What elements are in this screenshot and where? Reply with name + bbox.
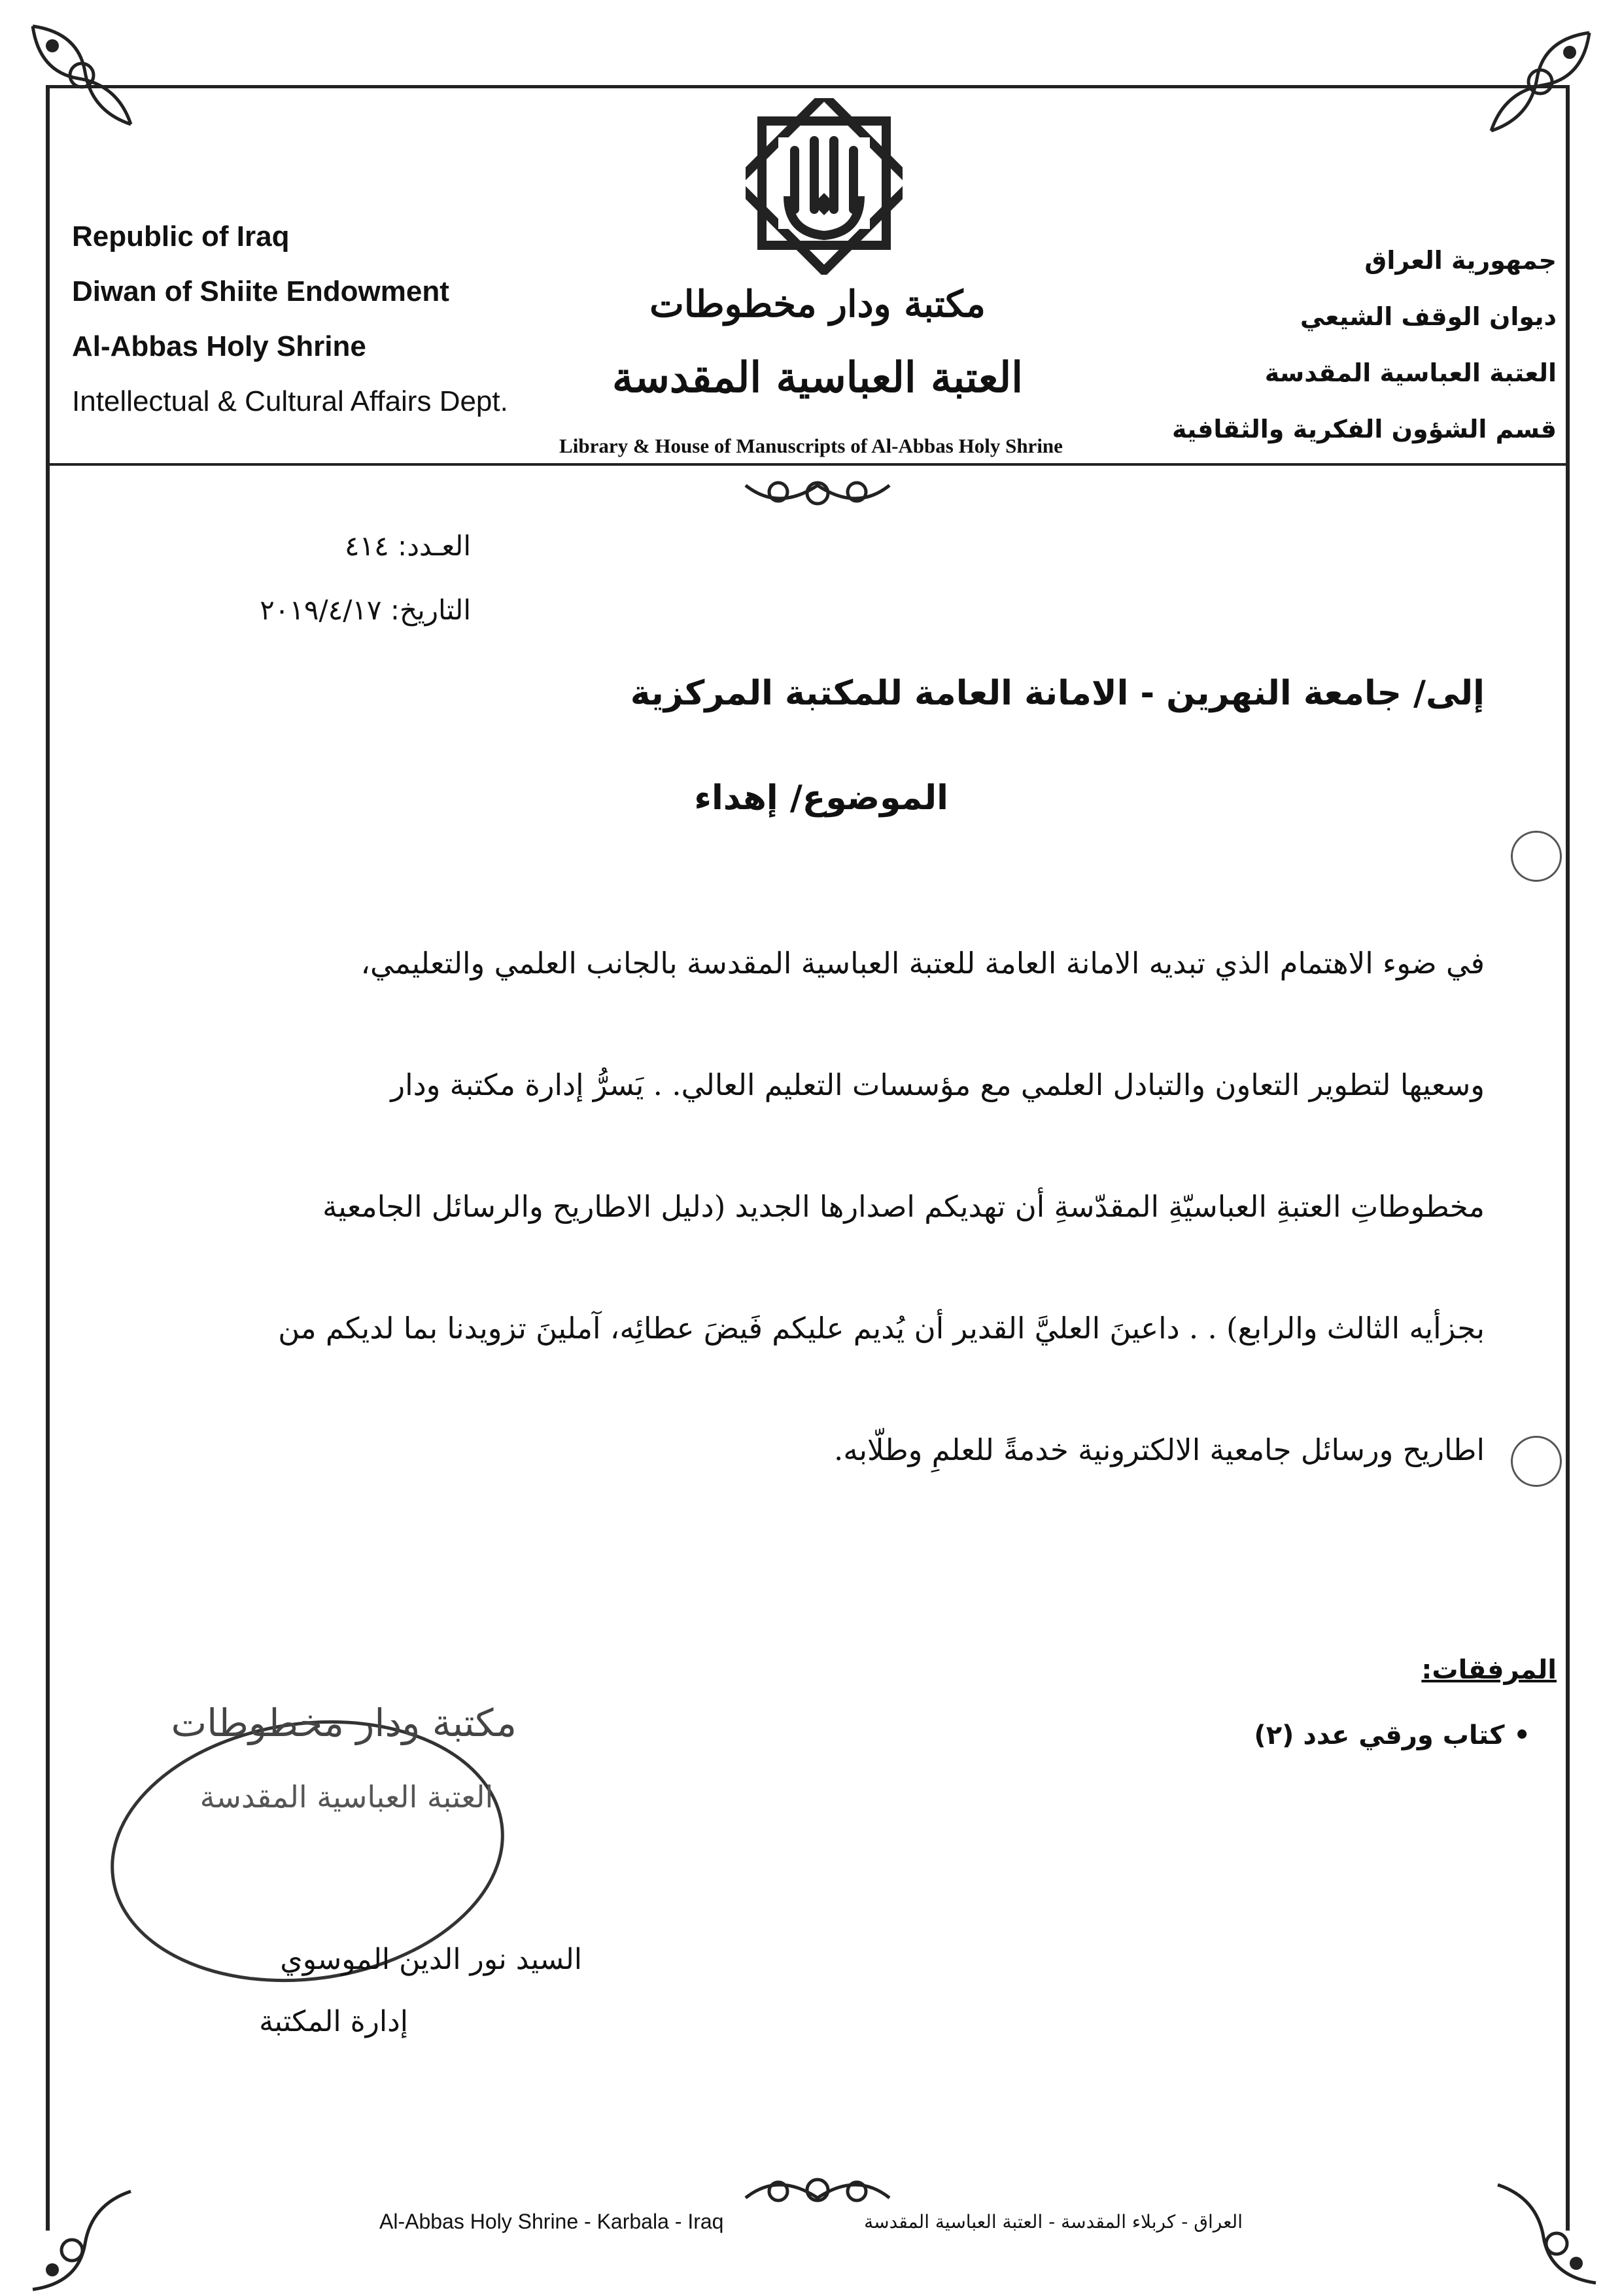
footer-english: Al-Abbas Holy Shrine - Karbala - Iraq	[379, 2210, 724, 2233]
floral-corner-icon	[1485, 26, 1596, 137]
library-english-name: Library & House of Manuscripts of Al-Abbas Holy Shrine	[559, 434, 1063, 457]
header-arabic-line: جمهورية العراق	[1364, 246, 1557, 275]
body-line: في ضوء الاهتمام الذي تبديه الامانة العامة للعتبة العباسية المقدسة بالجانب العلمي والتعليمي،	[360, 946, 1485, 981]
stamp-line1: مكتبة ودار مخطوطات	[171, 1701, 517, 1745]
recipient-line: إلى/ جامعة النهرين - الامانة العامة للمكتبة المركزية	[630, 674, 1485, 713]
header-english	[72, 209, 569, 429]
header-arabic-line: ديوان الوقف الشيعي	[1300, 302, 1557, 331]
letter-date: التاريخ: ٢٠١٩/٤/١٧	[260, 594, 471, 626]
header-english-line: Republic of Iraq	[72, 220, 290, 252]
stamp-line2: العتبة العباسية المقدسة	[199, 1779, 494, 1815]
attachments-title: المرفقات:	[1421, 1655, 1557, 1685]
body-line: مخطوطاتِ العتبةِ العباسيّةِ المقدّسةِ أن تهديكم اصدارها الجديد (دليل الاطاريح والرسائل الجامعية	[322, 1189, 1485, 1224]
header-english-line: Diwan of Shiite Endowment	[72, 275, 449, 307]
header-arabic-line: قسم الشؤون الفكرية والثقافية	[1171, 415, 1557, 444]
library-arabic-line1: مكتبة ودار مخطوطات	[649, 283, 986, 326]
signatory-title: إدارة المكتبة	[259, 2005, 408, 2038]
punch-hole	[1511, 1436, 1562, 1487]
library-arabic-line2: العتبة العباسية المقدسة	[612, 353, 1024, 402]
floral-corner-icon	[26, 20, 137, 131]
header-english-line: Al-Abbas Holy Shrine	[72, 330, 366, 362]
body-line: اطاريح ورسائل جامعية الالكترونية خدمةً للعلمِ وطلّابه.	[834, 1433, 1485, 1467]
body-line: بجزأيه الثالث والرابع) . . داعينَ العليَّ القدير أن يُديم عليكم فَيضَ عطائِه، آملينَ تزويدنا بما لديكم من	[278, 1311, 1485, 1346]
footer-arabic: العراق - كربلاء المقدسة - العتبة العباسية المقدسة	[864, 2211, 1243, 2233]
attachment-item: • كتاب ورقي عدد (٢)	[1254, 1720, 1530, 1750]
letter-number: العـدد: ٤١٤	[345, 530, 471, 562]
scroll-ornament-icon	[739, 466, 896, 518]
subject-line: الموضوع/ إهداء	[694, 778, 948, 818]
hamsa-in-octagram-icon	[746, 98, 903, 275]
letter-body	[131, 903, 1485, 1511]
header-arabic	[1112, 232, 1557, 457]
signatory-name: السيد نور الدين الموسوي	[280, 1943, 582, 1976]
body-line: وسعيها لتطوير التعاون والتبادل العلمي مع مؤسسات التعليم العالي. . يَسرُّ إدارة مكتبة ودار	[390, 1068, 1485, 1102]
floral-corner-icon	[1491, 2178, 1602, 2289]
punch-hole	[1511, 831, 1562, 882]
header-english-line: Intellectual & Cultural Affairs Dept.	[72, 385, 508, 417]
floral-corner-icon	[26, 2185, 137, 2296]
header-arabic-line: العتبة العباسية المقدسة	[1264, 358, 1557, 387]
